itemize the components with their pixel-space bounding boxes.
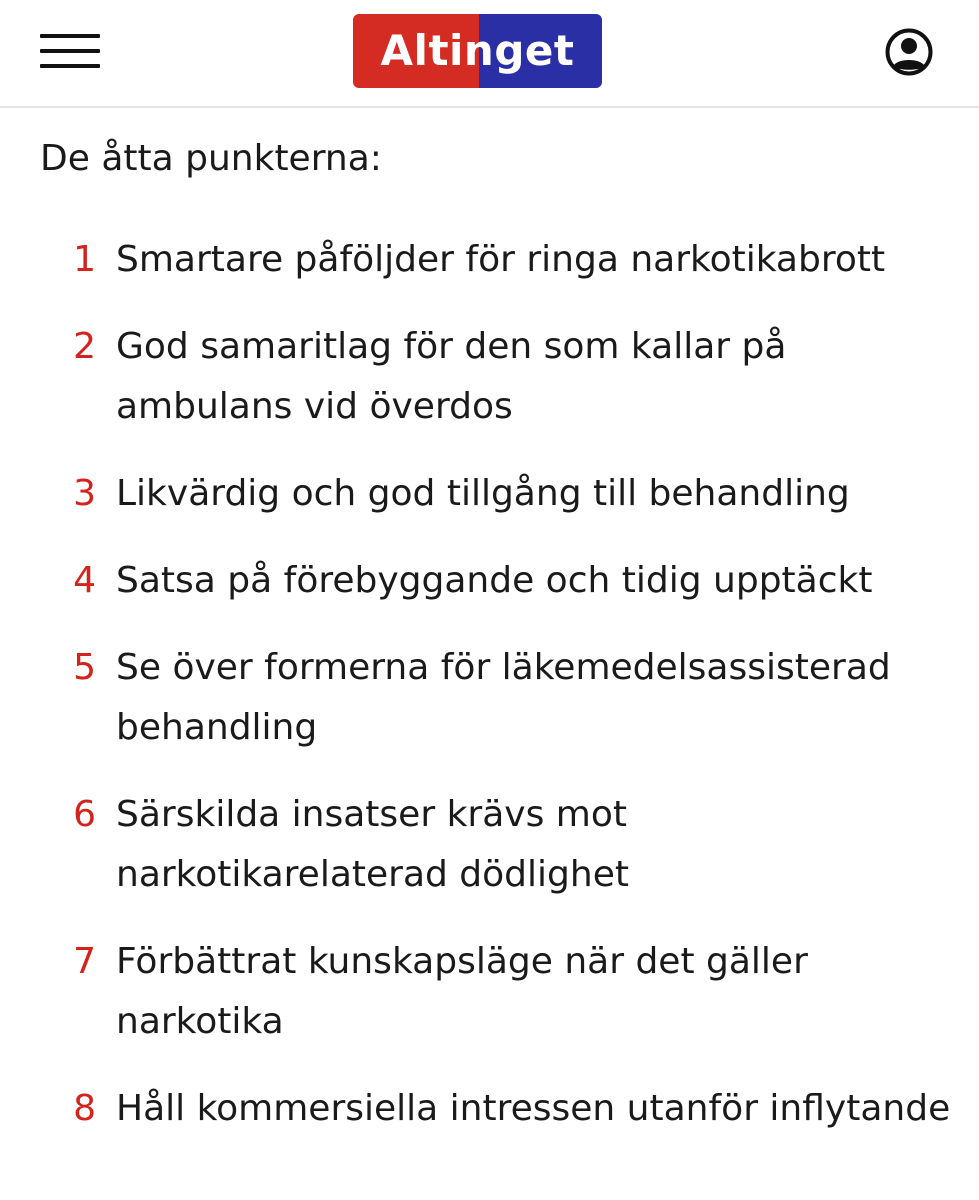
list-item-number: 5 xyxy=(73,647,96,688)
list-item-text: Håll kommersiella intressen utanför inflytande xyxy=(116,1088,951,1129)
list-item-number: 2 xyxy=(73,326,96,367)
list-item xyxy=(0,230,979,290)
list-item-number: 8 xyxy=(73,1088,96,1129)
menu-bar xyxy=(40,34,100,38)
list-item-number: 1 xyxy=(73,239,96,280)
altinget-logo[interactable] xyxy=(353,14,602,88)
logo-text: Altinget xyxy=(380,26,575,75)
list-item-text: Särskilda insatser krävs mot narkotikarelaterad dödlighet xyxy=(116,794,629,895)
list-item-text: Förbättrat kunskapsläge när det gäller narkotika xyxy=(116,941,808,1042)
list-item-text: Satsa på förebyggande och tidig upptäckt xyxy=(116,560,873,601)
list-item-text: God samaritlag för den som kallar på ambulans vid överdos xyxy=(116,326,787,427)
list-item-number: 7 xyxy=(73,941,96,982)
hamburger-menu-icon[interactable] xyxy=(38,32,102,72)
list-item xyxy=(0,317,979,437)
list-intro: De åtta punkterna: xyxy=(40,138,382,179)
list-item-text: Smartare påföljder för ringa narkotikabrott xyxy=(116,239,886,280)
menu-bar xyxy=(40,64,100,68)
list-item xyxy=(0,785,979,905)
user-account-icon[interactable] xyxy=(884,27,934,77)
list-item xyxy=(0,932,979,1052)
list-item-number: 4 xyxy=(73,560,96,601)
list-item xyxy=(0,551,979,611)
menu-bar xyxy=(40,49,100,53)
user-account-icon-svg xyxy=(884,27,934,77)
list-item xyxy=(0,638,979,758)
list-item-text: Se över formerna för läkemedelsassisterad behandling xyxy=(116,647,891,748)
list-item-number: 6 xyxy=(73,794,96,835)
list-item-text: Likvärdig och god tillgång till behandling xyxy=(116,473,850,514)
list-item-number: 3 xyxy=(73,473,96,514)
numbered-list xyxy=(0,230,979,1166)
site-header xyxy=(0,0,979,108)
list-item xyxy=(0,1079,979,1139)
list-item xyxy=(0,464,979,524)
